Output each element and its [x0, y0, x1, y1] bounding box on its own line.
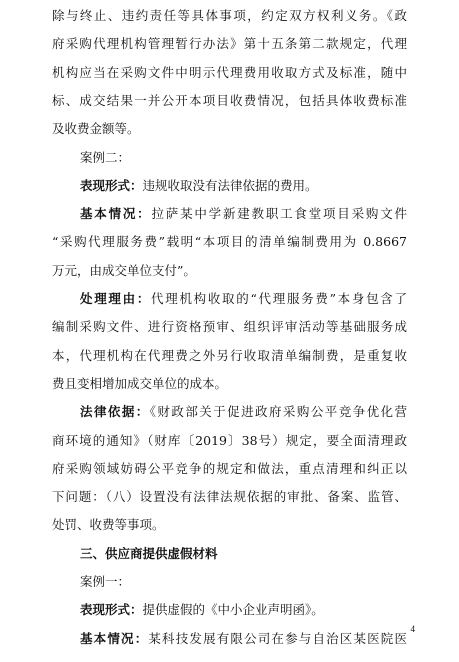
case-heading: [80, 150, 407, 166]
case-heading: [80, 574, 407, 590]
line-text: 某科技发展有限公司在参与自治区某医院医: [148, 630, 407, 646]
line-text: 拉萨某中学新建教职工食堂项目采购文件: [151, 206, 407, 222]
line-text: 万元，由成交单位支付”。: [52, 262, 196, 278]
body-line: [52, 263, 407, 279]
line-text: “采购代理服务费”载明“本项目的清单编制费用为 0.8667: [52, 234, 407, 250]
line-text: 《财政部关于促进政府采购公平竞争优化营: [149, 404, 407, 420]
labeled-paragraph: [80, 602, 407, 618]
labeled-paragraph: [80, 631, 407, 647]
line-text: 下问题：（八）设置没有法律法规依据的审批、备案、监管、: [52, 489, 407, 505]
labeled-paragraph: [80, 291, 407, 307]
body-line: [52, 319, 407, 335]
line-text: 处罚、收费等事项。: [52, 517, 165, 533]
body-line: [52, 8, 407, 24]
line-text: 标、成交结果一并公开本项目收费情况，包括具体收费标准: [52, 92, 407, 108]
body-line: [52, 93, 407, 109]
body-line: [52, 433, 407, 449]
section-heading: [80, 546, 407, 562]
paragraph-label: 基本情况：: [80, 206, 152, 222]
body-line: [52, 489, 407, 505]
paragraph-label: 表现形式：: [80, 177, 143, 193]
line-text: 代理机构收取的“代理服务费”本身包含了: [151, 291, 407, 306]
case-heading-text: 案例二：: [80, 149, 131, 165]
line-text: 机构应当在采购文件中明示代理费用收取方式及标准，随中: [52, 64, 407, 80]
line-text: 府采购领域妨碍公平竞争的规定和做法，重点清理和纠正以: [52, 460, 407, 476]
paragraph-label: 处理理由：: [80, 291, 152, 306]
section-title: 三、供应商提供虚假材料: [80, 545, 218, 561]
labeled-paragraph: [80, 206, 407, 222]
body-line: [52, 517, 407, 533]
line-text: 及收费金额等。: [52, 121, 140, 137]
body-line: [52, 36, 407, 52]
body-line: [52, 348, 407, 364]
labeled-paragraph: [80, 404, 407, 420]
page-number: 4: [410, 624, 415, 634]
paragraph-label: 法律依据：: [80, 404, 150, 420]
line-text: 商环境的通知》（财库〔2019〕38号）规定，要全面清理政: [52, 432, 407, 448]
body-line: [52, 376, 407, 392]
paragraph-label: 表现形式：: [80, 602, 143, 618]
line-text: 本，代理机构在代理费之外另行收取清单编制费，是重复收: [52, 347, 407, 363]
line-text: 编制采购文件、进行资格预审、组织评审活动等基础服务成: [52, 319, 407, 335]
paragraph-label: 基本情况：: [80, 630, 149, 646]
line-text: 府采购代理机构管理暂行办法》第十五条第二款规定，代理: [52, 36, 407, 52]
line-text: 除与终止、违约责任等具体事项，约定双方权利义务。《政: [52, 8, 407, 23]
body-line: [52, 461, 407, 477]
case-heading-text: 案例一：: [80, 574, 131, 589]
labeled-paragraph: [80, 178, 407, 194]
body-line: [52, 65, 407, 81]
line-text: 费且变相增加成交单位的成本。: [52, 375, 228, 391]
line-text: 违规收取没有法律依据的费用。: [142, 177, 318, 193]
body-line: [52, 121, 407, 137]
line-text: 提供虚假的《中小企业声明函》。: [142, 602, 324, 618]
body-line: [52, 234, 407, 250]
